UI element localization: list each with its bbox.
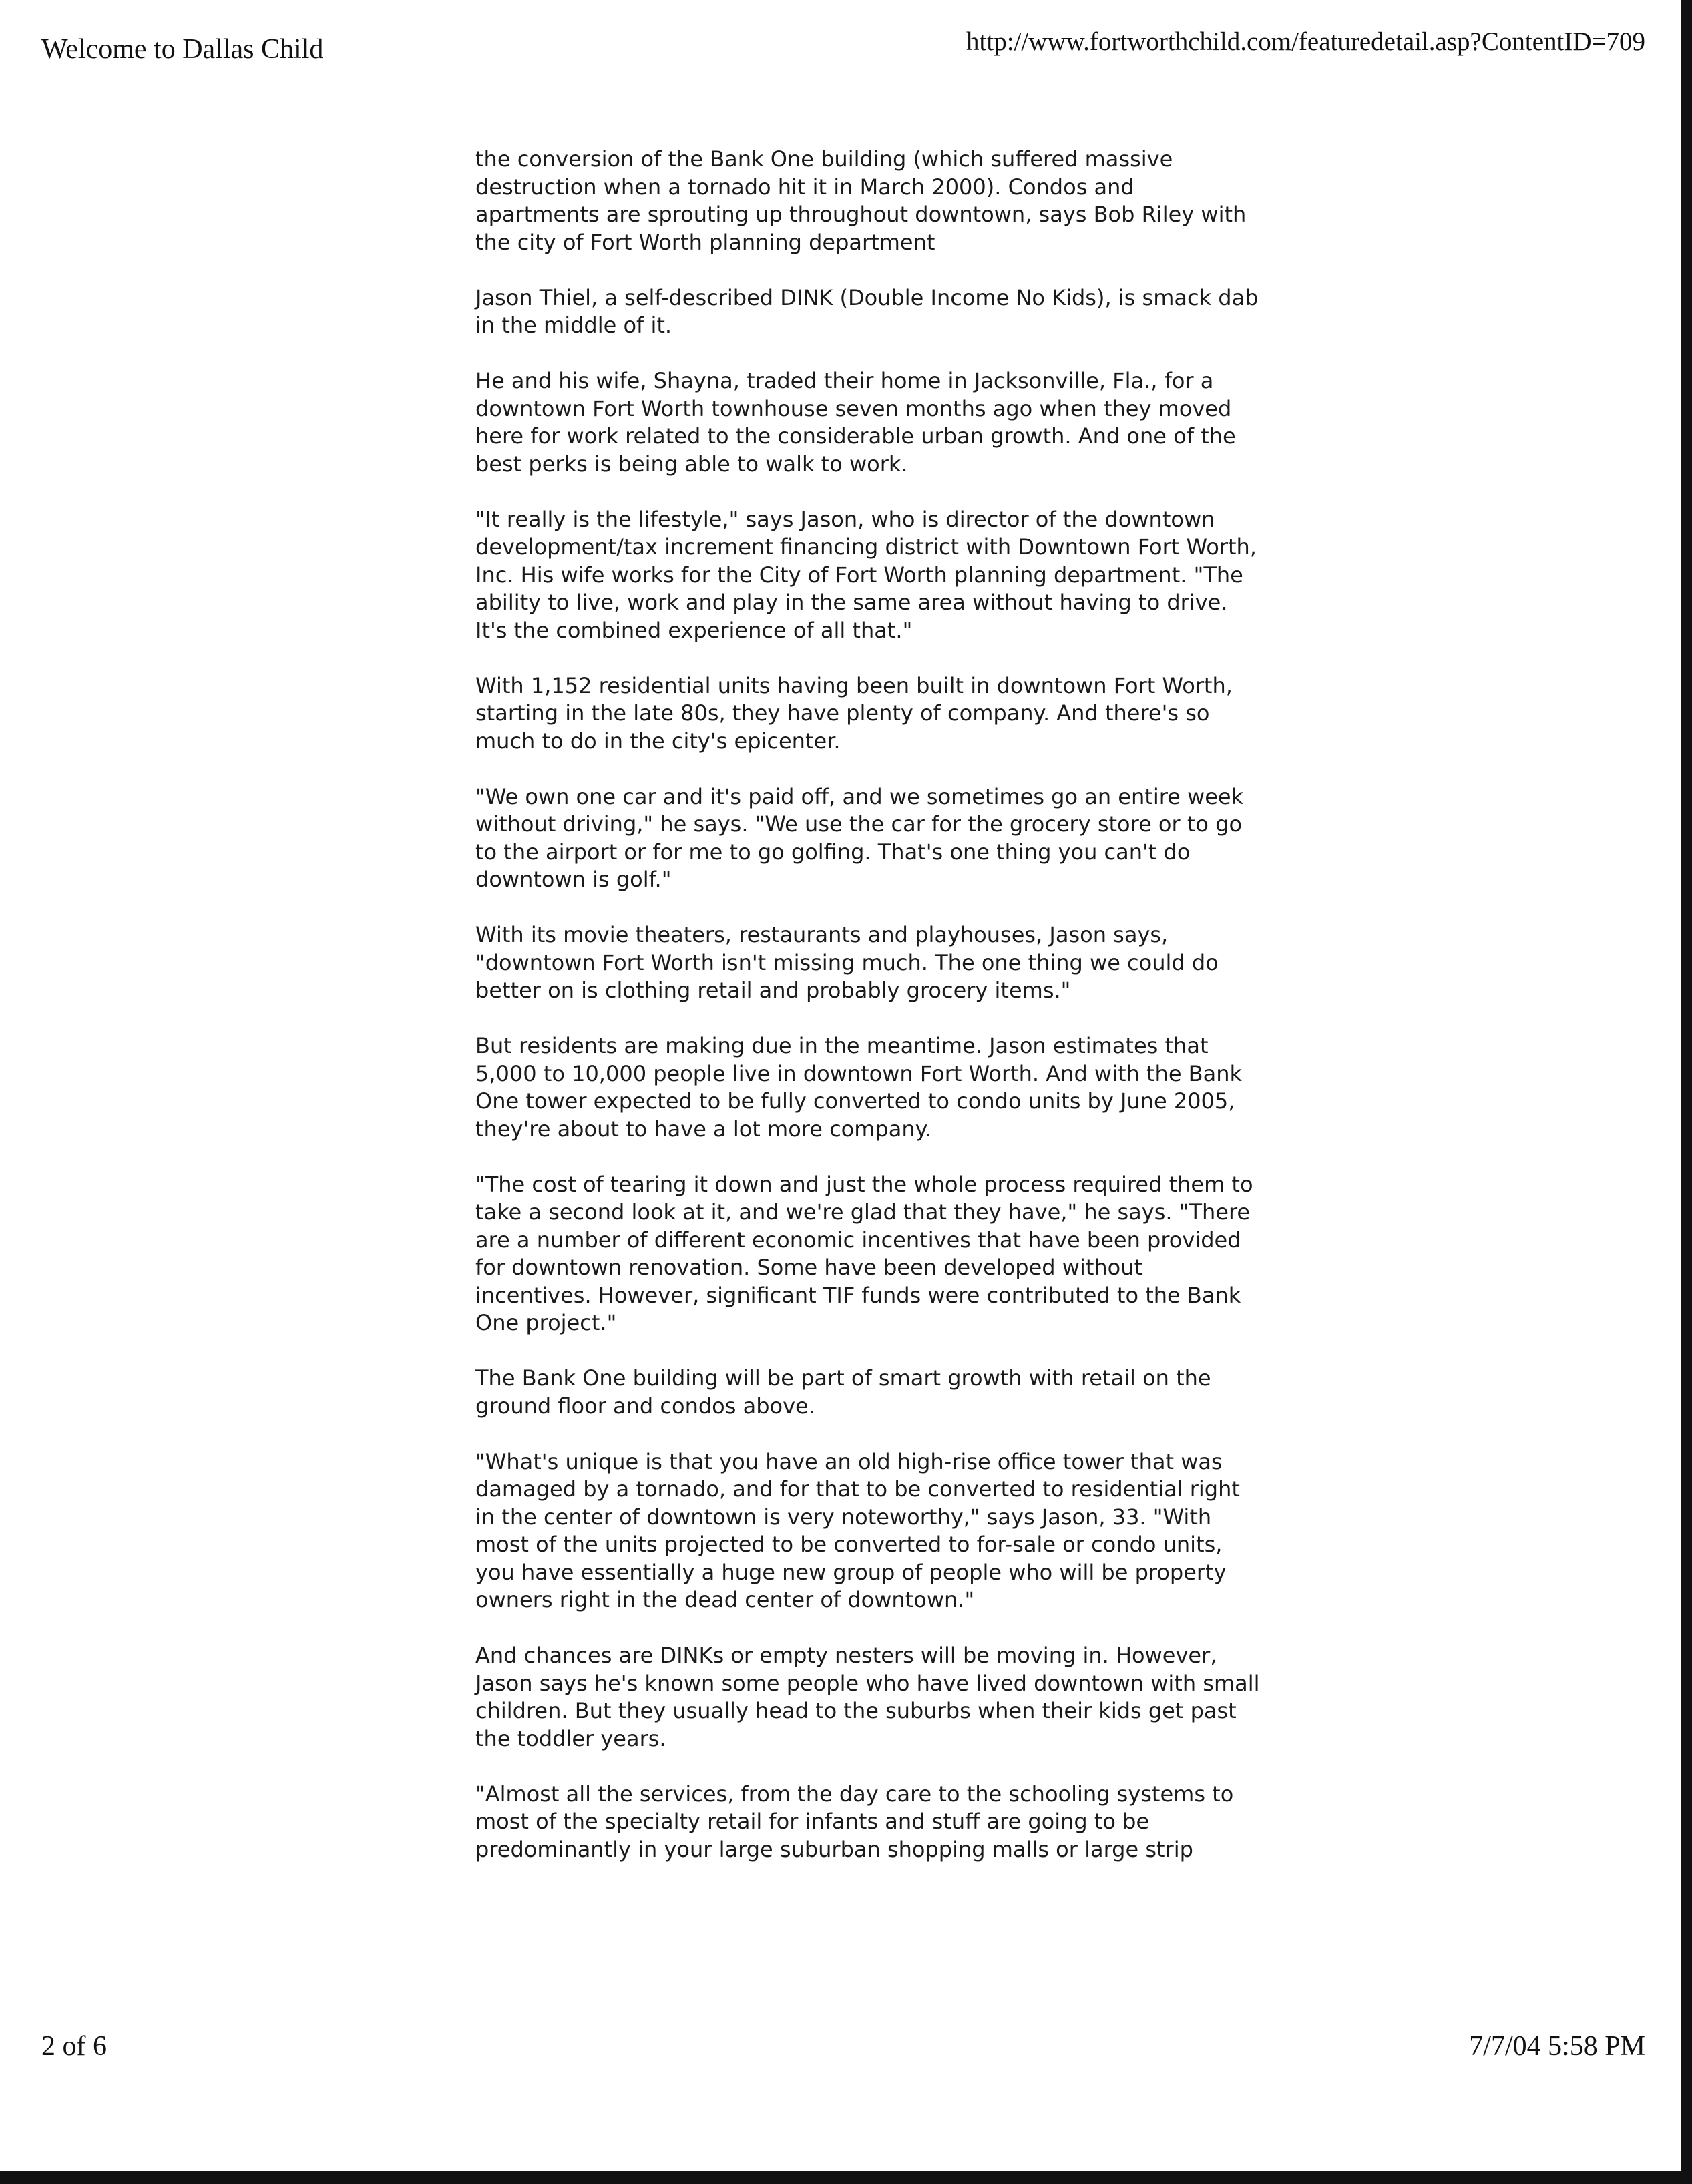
article-paragraph: "Almost all the services, from the day care to the schooling systems to most of the specialty retail for infants and stuff are going to be predominantly in your large suburban shopping malls or large strip	[475, 1781, 1234, 1862]
page-number: 2 of 6	[41, 2031, 107, 2062]
article-paragraph: And chances are DINKs or empty nesters will be moving in. However, Jason says he's known some people who have lived downtown with small children. But they usually head to the suburbs when their kids get past the toddler years.	[475, 1643, 1260, 1751]
browser-page-title: Welcome to Dallas Child	[41, 34, 324, 65]
page-url: http://www.fortworthchild.com/featuredetail.asp?ContentID=709	[966, 27, 1645, 56]
print-timestamp: 7/7/04 5:58 PM	[1469, 2031, 1645, 2062]
article-paragraph: He and his wife, Shayna, traded their home in Jacksonville, Fla., for a downtown Fort Worth townhouse seven months ago when they moved here for work related to the considerable urban growth. And one of the best perks is being able to walk to work.	[475, 368, 1236, 477]
article-paragraph: The Bank One building will be part of smart growth with retail on the ground floor and condos above.	[475, 1365, 1211, 1419]
article-paragraph: "The cost of tearing it down and just the whole process required them to take a second look at it, and we're glad that they have," he says. "There are a number of different economic incentives that have been provided for downtown renovation. Some have been developed without incentives. However, significant TIF funds were contributed to the Bank One project."	[475, 1171, 1253, 1335]
article-paragraph: the conversion of the Bank One building (which suffered massive destruction when a tornado hit it in March 2000). Condos and apartments are sprouting up throughout downtown, says Bob Riley with the city of Fort Worth planning department	[475, 146, 1247, 255]
article-paragraph: "What's unique is that you have an old high-rise office tower that was damaged by a tornado, and for that to be converted to residential right in the center of downtown is very noteworthy," says Jason, 33. "With most of the units projected to be converted to for-sale or condo units, you have essentially a huge new group of people who will be property owners right in the dead center of downtown."	[475, 1448, 1240, 1612]
scan-edge-bottom	[0, 2171, 1692, 2184]
article-paragraph: "We own one car and it's paid off, and we sometimes go an entire week without driving," he says. "We use the car for the grocery store or to go to the airport or for me to go golfing. That's one thing you can't do downtown is golf."	[475, 783, 1244, 892]
article-paragraph: Jason Thiel, a self-described DINK (Double Income No Kids), is smack dab in the middle of it.	[475, 284, 1259, 338]
article-paragraph: "It really is the lifestyle," says Jason, who is director of the downtown development/tax increment financing district with Downtown Fort Worth, Inc. His wife works for the City of Fort Worth planning department. "The ability to live, work and play in the same area without having to drive. It's the combined experience of all that."	[475, 506, 1257, 643]
article-paragraph: But residents are making due in the meantime. Jason estimates that 5,000 to 10,000 people live in downtown Fort Worth. And with the Bank One tower expected to be fully converted to condo units by June 2005, they're about to have a lot more company.	[475, 1033, 1243, 1142]
article-paragraph: With 1,152 residential units having been built in downtown Fort Worth, starting in the late 80s, they have plenty of company. And there's so much to do in the city's epicenter.	[475, 672, 1233, 754]
article-paragraph: With its movie theaters, restaurants and playhouses, Jason says, "downtown Fort Worth isn't missing much. The one thing we could do better on is clothing retail and probably grocery items."	[475, 922, 1219, 1003]
scan-edge-right	[1681, 0, 1692, 2184]
article-body	[475, 146, 1263, 1892]
